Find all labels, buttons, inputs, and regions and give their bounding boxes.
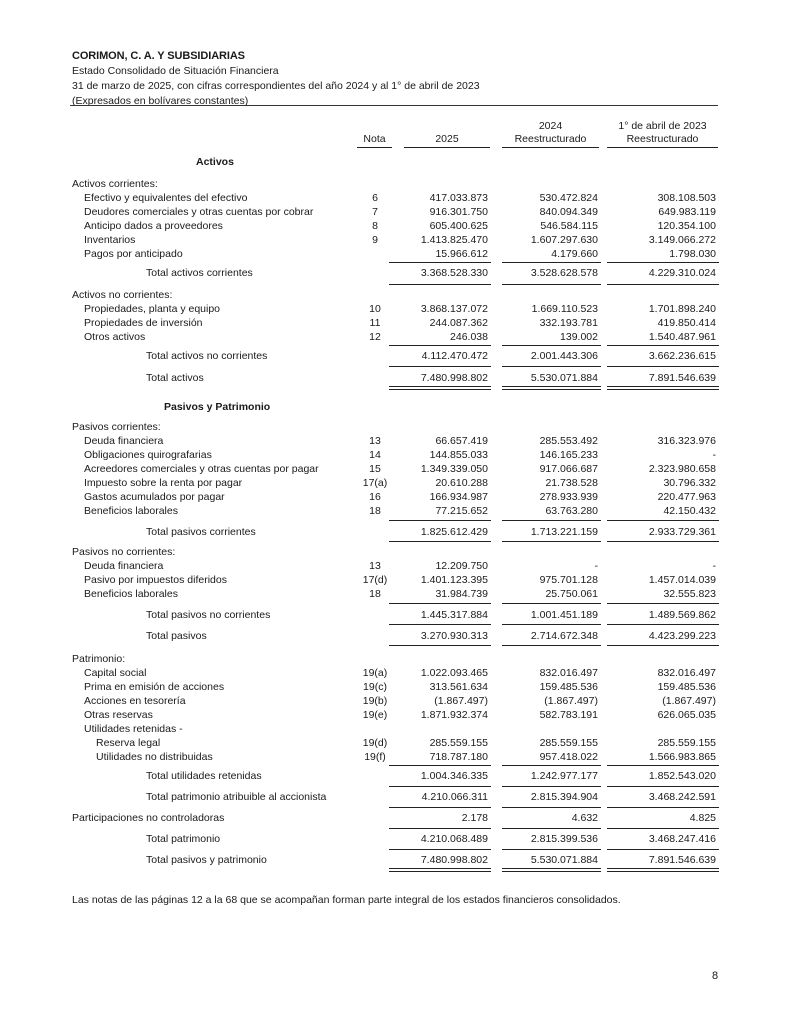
row-value-2024: 2.714.672.348 <box>530 630 598 642</box>
subtotal-rule <box>607 262 719 263</box>
column-header-nota: Nota <box>357 133 392 148</box>
row-value-2025: 1.349.339.050 <box>420 463 488 475</box>
row-label: Total pasivos <box>146 630 207 642</box>
subtotal-rule <box>389 645 491 646</box>
subtotal-rule <box>389 828 491 829</box>
section-heading-activos: Activos <box>196 156 234 168</box>
statement-title: Estado Consolidado de Situación Financiera <box>72 65 279 77</box>
row-value-2025: 1.022.093.465 <box>420 667 488 679</box>
row-value-2023: 4.423.299.223 <box>648 630 716 642</box>
subtotal-rule <box>607 520 719 521</box>
row-value-2023: 285.559.155 <box>657 737 716 749</box>
row-label: Participaciones no controladoras <box>72 812 225 824</box>
table-group-heading <box>0 420 791 434</box>
row-value-2023: 316.323.976 <box>657 435 716 447</box>
row-value-2024: 159.485.536 <box>539 681 598 693</box>
subtotal-rule <box>607 786 719 787</box>
subtotal-rule <box>607 345 719 346</box>
subtotal-rule <box>607 807 719 808</box>
row-value-2025: 1.871.932.374 <box>420 709 488 721</box>
table-row <box>0 233 791 247</box>
row-label: Inventarios <box>84 234 136 246</box>
table-row <box>0 573 791 587</box>
row-value-2024: 3.528.628.578 <box>530 267 598 279</box>
row-label: Acreedores comerciales y otras cuentas por pagar <box>84 463 319 475</box>
row-label: Reserva legal <box>96 737 161 749</box>
row-value-2025: 66.657.419 <box>435 435 488 447</box>
row-value-2025: 4.112.470.472 <box>421 350 488 362</box>
row-value-2023: (1.867.497) <box>662 695 716 707</box>
row-value-2024: 1.713.221.159 <box>530 526 598 538</box>
row-label: Total pasivos y patrimonio <box>146 854 267 866</box>
row-value-2025: 246.038 <box>450 331 488 343</box>
column-header-2024 <box>502 120 599 148</box>
row-value-2025: 3.368.528.330 <box>420 267 488 279</box>
page-number: 8 <box>712 970 719 982</box>
column-header-2024-year: 2024 <box>538 120 563 132</box>
row-value-2023: 220.477.963 <box>657 491 716 503</box>
subtotal-rule <box>607 603 719 604</box>
table-row <box>0 247 791 261</box>
row-value-2025: 313.561.634 <box>429 681 488 693</box>
subtotal-rule <box>389 849 491 850</box>
row-value-2023: 1.852.543.020 <box>648 770 716 782</box>
row-label: Propiedades, planta y equipo <box>84 303 221 315</box>
row-value-2025: 916.301.750 <box>429 206 488 218</box>
footnote: Las notas de las páginas 12 a la 68 que se acompañan forman parte integral de los estados financieros consolidados. <box>72 894 621 906</box>
column-header-2024-note: Reestructurado <box>514 133 587 145</box>
row-value-2025: 20.610.288 <box>435 477 488 489</box>
row-value-2023: 1.457.014.039 <box>648 574 716 586</box>
row-value-2025: 1.413.825.470 <box>420 234 488 246</box>
company-name: CORIMON, C. A. Y SUBSIDIARIAS <box>72 50 245 62</box>
total-double-rule <box>607 386 719 390</box>
row-note-ref: 13 <box>369 560 381 572</box>
row-label: Total pasivos no corrientes <box>146 609 271 621</box>
table-total-row <box>0 832 791 846</box>
row-value-2024: 285.553.492 <box>539 435 598 447</box>
row-value-2023: 4.229.310.024 <box>648 267 716 279</box>
row-value-2023: - <box>712 449 716 461</box>
row-value-2025: 718.787.180 <box>429 751 488 763</box>
subtotal-rule <box>502 520 601 521</box>
row-value-2023: 4.825 <box>689 812 716 824</box>
row-value-2023: 649.983.119 <box>658 206 716 218</box>
row-value-2024: 840.094.349 <box>539 206 598 218</box>
table-row <box>0 694 791 708</box>
subtotal-rule <box>607 645 719 646</box>
column-header-2023-date: 1° de abril de 2023 <box>618 120 707 132</box>
row-value-2025: 285.559.155 <box>429 737 488 749</box>
statement-period: 31 de marzo de 2025, con cifras correspondientes del año 2024 y al 1° de abril de 2023 <box>72 80 480 92</box>
table-total-row <box>0 266 791 280</box>
subtotal-rule <box>389 520 491 521</box>
row-value-2023: 626.065.035 <box>657 709 716 721</box>
row-value-2025: 4.210.068.489 <box>420 833 488 845</box>
row-label: Otros activos <box>84 331 146 343</box>
table-total-row <box>0 853 791 867</box>
subtotal-rule <box>502 645 601 646</box>
row-label: Otras reservas <box>84 709 153 721</box>
row-label: Beneficios laborales <box>84 588 178 600</box>
row-value-2024: 5.530.071.884 <box>530 854 598 866</box>
row-label: Pasivos corrientes: <box>72 421 161 433</box>
row-note-ref: 19(f) <box>364 751 386 763</box>
subtotal-rule <box>389 603 491 604</box>
table-total-row <box>0 629 791 643</box>
row-value-2024: 2.815.394.904 <box>530 791 598 803</box>
subtotal-rule <box>502 849 601 850</box>
table-row <box>0 330 791 344</box>
row-value-2025: 15.966.612 <box>435 248 488 260</box>
column-header-2025: 2025 <box>404 133 490 148</box>
row-value-2024: 832.016.497 <box>539 667 598 679</box>
total-double-rule <box>389 868 491 872</box>
table-row <box>0 504 791 518</box>
subtotal-rule <box>502 541 601 542</box>
column-header-2023-note: Reestructurado <box>626 133 699 145</box>
row-value-2023: 2.323.980.658 <box>648 463 716 475</box>
subtotal-rule <box>389 624 491 625</box>
row-value-2024: 146.165.233 <box>539 449 598 461</box>
row-value-2024: 1.607.297.630 <box>530 234 598 246</box>
row-label: Total activos no corrientes <box>146 350 268 362</box>
table-total-row <box>0 371 791 385</box>
row-value-2025: 31.984.739 <box>435 588 488 600</box>
row-label: Acciones en tesorería <box>84 695 186 707</box>
table-total-row <box>0 349 791 363</box>
row-label: Anticipo dados a proveedores <box>84 220 223 232</box>
row-label: Propiedades de inversión <box>84 317 203 329</box>
subtotal-rule <box>389 765 491 766</box>
row-note-ref: 17(d) <box>362 574 388 586</box>
table-total-row <box>0 790 791 804</box>
table-row <box>0 680 791 694</box>
row-value-2024: 25.750.061 <box>545 588 598 600</box>
subtotal-rule <box>502 828 601 829</box>
subtotal-rule <box>607 828 719 829</box>
subtotal-rule <box>502 624 601 625</box>
row-value-2023: - <box>712 560 716 572</box>
table-row <box>0 191 791 205</box>
row-value-2024: 4.179.660 <box>551 248 598 260</box>
row-value-2023: 1.540.487.961 <box>648 331 716 343</box>
row-value-2025: 1.004.346.335 <box>420 770 488 782</box>
total-double-rule <box>607 868 719 872</box>
total-double-rule <box>389 386 491 390</box>
row-value-2025: (1.867.497) <box>434 695 488 707</box>
row-label: Deuda financiera <box>84 560 164 572</box>
row-value-2024: 332.193.781 <box>539 317 598 329</box>
table-row <box>0 587 791 601</box>
row-note-ref: 19(d) <box>362 737 388 749</box>
table-row <box>0 736 791 750</box>
table-row <box>0 302 791 316</box>
row-label: Activos corrientes: <box>72 178 158 190</box>
row-value-2024: 1.242.977.177 <box>530 770 598 782</box>
row-value-2024: 21.738.528 <box>545 477 598 489</box>
row-value-2024: - <box>594 560 598 572</box>
header-rule <box>70 105 718 106</box>
row-note-ref: 13 <box>369 435 381 447</box>
row-label: Obligaciones quirografarias <box>84 449 212 461</box>
table-row <box>0 219 791 233</box>
table-row <box>0 462 791 476</box>
document-header <box>72 49 480 109</box>
row-value-2025: 417.033.873 <box>429 192 488 204</box>
table-row <box>0 316 791 330</box>
subtotal-rule <box>389 262 491 263</box>
row-value-2023: 3.468.242.591 <box>648 791 716 803</box>
row-note-ref: 8 <box>372 220 378 232</box>
row-value-2023: 7.891.546.639 <box>648 372 716 384</box>
row-value-2024: 917.066.687 <box>539 463 598 475</box>
row-value-2025: 1.445.317.884 <box>420 609 488 621</box>
subtotal-rule <box>502 765 601 766</box>
row-label: Gastos acumulados por pagar <box>84 491 225 503</box>
row-value-2023: 3.662.236.615 <box>648 350 716 362</box>
row-value-2025: 3.868.137.072 <box>420 303 488 315</box>
total-double-rule <box>502 868 601 872</box>
row-note-ref: 19(b) <box>362 695 388 707</box>
row-label: Total activos corrientes <box>146 267 253 279</box>
row-value-2025: 2.178 <box>461 812 488 824</box>
currency-note: (Expresados en bolívares constantes) <box>72 95 249 107</box>
row-value-2024: 285.559.155 <box>539 737 598 749</box>
row-value-2023: 419.850.414 <box>657 317 716 329</box>
row-value-2025: 4.210.066.311 <box>421 791 488 803</box>
row-note-ref: 7 <box>372 206 378 218</box>
row-label: Beneficios laborales <box>84 505 178 517</box>
row-label: Activos no corrientes: <box>72 289 173 301</box>
table-row <box>0 811 791 825</box>
row-note-ref: 16 <box>369 491 381 503</box>
row-label: Capital social <box>84 667 147 679</box>
row-note-ref: 19(c) <box>363 681 387 693</box>
subtotal-rule <box>502 345 601 346</box>
total-double-rule <box>502 386 601 390</box>
table-total-row <box>0 525 791 539</box>
section-heading-pasivos-patrimonio: Pasivos y Patrimonio <box>164 401 271 413</box>
row-value-2025: 12.209.750 <box>435 560 488 572</box>
row-note-ref: 15 <box>369 463 381 475</box>
table-total-row <box>0 769 791 783</box>
row-label: Deuda financiera <box>84 435 164 447</box>
row-note-ref: 19(e) <box>362 709 388 721</box>
row-note-ref: 14 <box>369 449 381 461</box>
row-value-2024: 582.783.191 <box>539 709 598 721</box>
subtotal-rule <box>607 284 719 285</box>
table-total-row <box>0 608 791 622</box>
row-note-ref: 18 <box>369 588 381 600</box>
table-row <box>0 476 791 490</box>
row-label: Pasivos no corrientes: <box>72 546 176 558</box>
row-label: Prima en emisión de acciones <box>84 681 225 693</box>
subtotal-rule <box>607 541 719 542</box>
row-value-2024: 530.472.824 <box>539 192 598 204</box>
subtotal-rule <box>607 366 719 367</box>
row-value-2023: 159.485.536 <box>657 681 716 693</box>
row-label: Utilidades retenidas - <box>84 723 183 735</box>
subtotal-rule <box>389 786 491 787</box>
row-value-2024: 63.763.280 <box>545 505 598 517</box>
row-value-2024: 957.418.022 <box>539 751 598 763</box>
row-value-2024: 4.632 <box>571 812 598 824</box>
table-row <box>0 559 791 573</box>
table-group-heading <box>0 545 791 559</box>
row-note-ref: 10 <box>369 303 381 315</box>
row-value-2023: 1.566.983.865 <box>648 751 716 763</box>
row-label: Total utilidades retenidas <box>146 770 262 782</box>
subtotal-rule <box>607 849 719 850</box>
subtotal-rule <box>502 786 601 787</box>
row-label: Utilidades no distribuidas <box>96 751 213 763</box>
subtotal-rule <box>502 807 601 808</box>
subtotal-rule <box>607 624 719 625</box>
row-label: Efectivo y equivalentes del efectivo <box>84 192 248 204</box>
subtotal-rule <box>607 765 719 766</box>
row-label: Pagos por anticipado <box>84 248 183 260</box>
row-value-2024: 2.815.399.536 <box>530 833 598 845</box>
row-value-2024: 1.669.110.523 <box>531 303 598 315</box>
row-value-2025: 144.855.033 <box>429 449 488 461</box>
row-value-2023: 1.798.030 <box>669 248 716 260</box>
row-value-2023: 120.354.100 <box>657 220 716 232</box>
row-value-2023: 7.891.546.639 <box>648 854 716 866</box>
row-value-2024: 2.001.443.306 <box>530 350 598 362</box>
row-label: Total patrimonio <box>146 833 221 845</box>
row-value-2025: 7.480.998.802 <box>420 372 488 384</box>
row-value-2023: 32.555.823 <box>663 588 716 600</box>
table-row <box>0 708 791 722</box>
row-value-2024: 278.933.939 <box>539 491 598 503</box>
row-note-ref: 12 <box>369 331 381 343</box>
row-value-2023: 42.150.432 <box>663 505 716 517</box>
row-note-ref: 9 <box>372 234 378 246</box>
subtotal-rule <box>502 284 601 285</box>
row-value-2023: 308.108.503 <box>657 192 716 204</box>
row-note-ref: 18 <box>369 505 381 517</box>
row-value-2025: 1.401.123.395 <box>420 574 488 586</box>
row-label: Total pasivos corrientes <box>146 526 256 538</box>
subtotal-rule <box>502 366 601 367</box>
row-value-2023: 3.468.247.416 <box>648 833 716 845</box>
table-row <box>0 434 791 448</box>
subtotal-rule <box>389 284 491 285</box>
subtotal-rule <box>389 366 491 367</box>
row-note-ref: 11 <box>369 317 381 329</box>
subtotal-rule <box>502 603 601 604</box>
row-label: Total activos <box>146 372 204 384</box>
row-value-2024: 5.530.071.884 <box>530 372 598 384</box>
row-value-2024: 139.002 <box>560 331 598 343</box>
row-value-2025: 7.480.998.802 <box>420 854 488 866</box>
table-row <box>0 490 791 504</box>
table-row <box>0 666 791 680</box>
row-value-2023: 832.016.497 <box>657 667 716 679</box>
table-group-heading <box>0 177 791 191</box>
table-group-heading <box>0 288 791 302</box>
row-note-ref: 17(a) <box>362 477 388 489</box>
row-value-2024: (1.867.497) <box>544 695 598 707</box>
table-group-heading <box>0 722 791 736</box>
row-value-2024: 975.701.128 <box>539 574 598 586</box>
row-label: Pasivo por impuestos diferidos <box>84 574 227 586</box>
row-label: Total patrimonio atribuible al accionista <box>146 791 327 803</box>
row-value-2025: 605.400.625 <box>429 220 488 232</box>
column-header-2023 <box>607 120 718 148</box>
subtotal-rule <box>389 541 491 542</box>
row-label: Patrimonio: <box>72 653 126 665</box>
row-value-2025: 1.825.612.429 <box>420 526 488 538</box>
row-value-2025: 166.934.987 <box>429 491 488 503</box>
row-value-2023: 1.489.569.862 <box>648 609 716 621</box>
row-value-2024: 546.584.115 <box>540 220 598 232</box>
row-note-ref: 6 <box>372 192 378 204</box>
table-row <box>0 448 791 462</box>
row-value-2024: 1.001.451.189 <box>530 609 598 621</box>
table-group-heading <box>0 652 791 666</box>
subtotal-rule <box>502 262 601 263</box>
row-label: Impuesto sobre la renta por pagar <box>84 477 243 489</box>
row-value-2023: 2.933.729.361 <box>648 526 716 538</box>
subtotal-rule <box>389 807 491 808</box>
row-value-2025: 244.087.362 <box>429 317 488 329</box>
table-row <box>0 205 791 219</box>
row-label: Deudores comerciales y otras cuentas por cobrar <box>84 206 314 218</box>
table-row <box>0 750 791 764</box>
row-value-2023: 1.701.898.240 <box>648 303 716 315</box>
row-value-2025: 77.215.652 <box>435 505 488 517</box>
row-note-ref: 19(a) <box>362 667 388 679</box>
row-value-2023: 3.149.066.272 <box>648 234 716 246</box>
row-value-2023: 30.796.332 <box>663 477 716 489</box>
subtotal-rule <box>389 345 491 346</box>
row-value-2025: 3.270.930.313 <box>420 630 488 642</box>
